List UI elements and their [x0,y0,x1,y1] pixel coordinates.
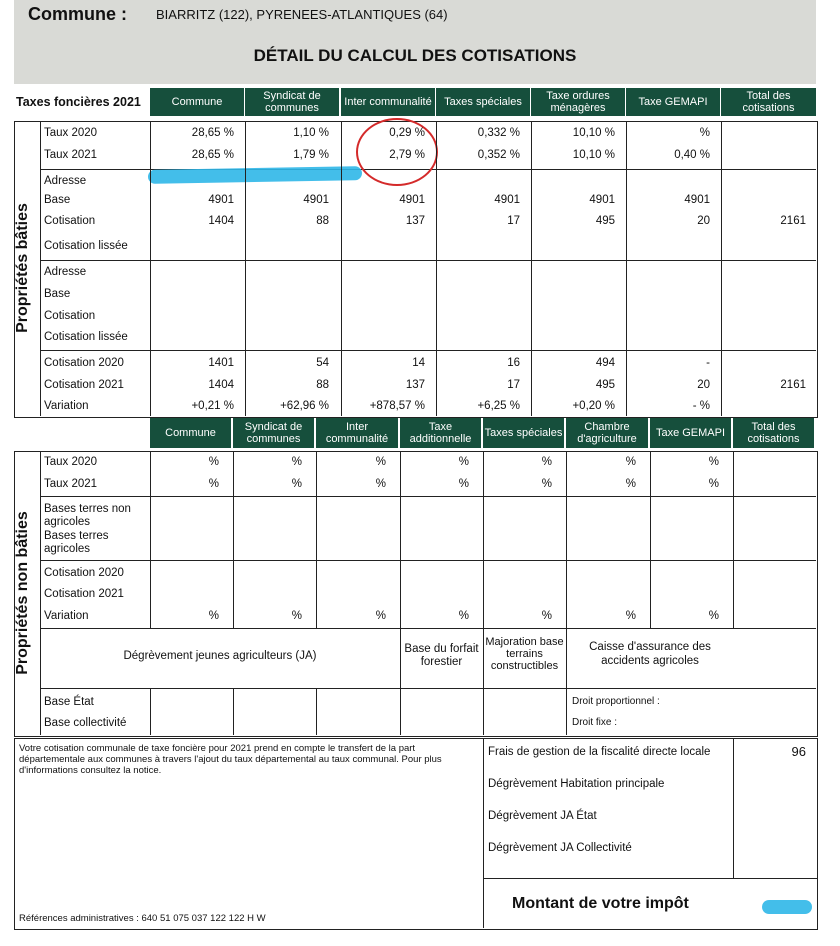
pct-cell: % [458,610,469,622]
base-cell: 4901 [494,194,520,206]
pct-cell: % [708,478,719,490]
base-cell: 4901 [589,194,615,206]
pct-cell: % [208,610,219,622]
cotisation-2021-cell: 137 [405,379,425,391]
bati-header-total: Total des cotisations [721,88,816,116]
pct-cell: % [375,478,386,490]
bati-header-taxe-ordures: Taxe ordures ménagères [531,88,625,116]
nb-header-taxe-additionnelle: Taxe additionnelle [400,418,481,448]
montant-label: Montant de votre impôt [512,895,689,912]
cotisation-2021-cell: 20 [697,379,710,391]
pct-cell: % [708,456,719,468]
cotisation-cell: 88 [316,215,329,227]
taux-2020-cell: 10,10 % [572,127,615,139]
cotisation-2020-cell: 1401 [208,357,234,369]
non-bati-grid [14,451,818,737]
bases-agricoles-label: Bases terres agricoles [44,530,109,555]
adresse-label: Adresse [44,175,87,187]
variation-cell: +0,20 % [572,400,615,412]
side-label-bati: Propriétés bâties [14,203,31,333]
majoration-label: Majoration base terrains constructibles [485,636,564,672]
bases-non-agricoles-label: Bases terres non agricoles [44,503,131,528]
taux-2020-cell: 0,332 % [477,127,520,139]
pct-cell: % [291,478,302,490]
deg-ja-etat-label: Dégrèvement JA État [488,810,597,822]
cotisation-2021-cell: 2161 [780,379,806,391]
section-title: Taxes foncières 2021 [16,95,141,109]
taux-2021-label: Taux 2021 [44,149,98,161]
nb-header-gemapi: Taxe GEMAPI [650,418,731,448]
pct-cell: % [541,478,552,490]
taux-2021-cell: 0,352 % [477,149,520,161]
pct-cell: % [375,456,386,468]
header-banner [14,0,816,84]
base-label-2: Base [44,288,71,300]
cotisation-cell: 137 [405,215,425,227]
cotisation-2020-cell: - [706,357,710,369]
droit-fixe-label: Droit fixe : [572,717,618,728]
pct-cell: % [625,456,636,468]
cotisation-2021-cell: 88 [316,379,329,391]
base-cell: 4901 [399,194,425,206]
nb-header-syndicat: Syndicat de communes [233,418,314,448]
bati-header-taxes-speciales: Taxes spéciales [436,88,530,116]
base-cell: 4901 [208,194,234,206]
variation-cell: +878,57 % [369,400,425,412]
taux-2021-cell: 2,79 % [389,149,425,161]
pct-cell: % [625,610,636,622]
base-collectivite-label: Base collectivité [44,717,127,729]
montant-redaction [762,900,812,914]
cotisation-2020-label: Cotisation 2020 [44,357,124,369]
variation-cell: +0,21 % [191,400,234,412]
cotisation-lissee-label: Cotisation lissée [44,240,128,252]
bati-header-intercommunalite: Inter communalité [341,88,435,116]
adresse-label-2: Adresse [44,266,87,278]
bati-header-gemapi: Taxe GEMAPI [626,88,720,116]
droit-proportionnel-label: Droit proportionnel : [572,696,660,707]
variation-label: Variation [44,400,89,412]
deg-habitation-label: Dégrèvement Habitation principale [488,778,665,790]
cotisation-2021-cell: 1404 [208,379,234,391]
nb-taux-2021-label: Taux 2021 [44,478,98,490]
cotisation-cell: 2161 [780,215,806,227]
base-etat-label: Base État [44,696,94,708]
taux-2020-cell: 0,29 % [389,127,425,139]
caisse-label: Caisse d'assurance des accidents agricoles [589,641,711,667]
forfait-label: Base du forfait forestier [404,643,479,668]
taux-2020-cell: 1,10 % [293,127,329,139]
pct-cell: % [541,610,552,622]
nb-header-commune: Commune [150,418,231,448]
pct-cell: % [375,610,386,622]
cotisation-cell: 495 [595,215,615,227]
cotisation-2021-cell: 495 [595,379,615,391]
taux-2020-label: Taux 2020 [44,127,98,139]
pct-cell: % [291,456,302,468]
pct-cell: % [291,610,302,622]
cotisation-label-2: Cotisation [44,310,96,322]
cotisation-cell: 17 [507,215,520,227]
cotisation-cell: 20 [697,215,710,227]
cotisation-2020-cell: 14 [412,357,425,369]
cotisation-lissee-label-2: Cotisation lissée [44,331,128,343]
variation-cell: +6,25 % [477,400,520,412]
nb-header-taxes-speciales: Taxes spéciales [483,418,564,448]
cotisation-label: Cotisation [44,215,96,227]
taux-2020-cell: 28,65 % [191,127,234,139]
cotisation-2020-cell: 16 [507,357,520,369]
nb-header-chambre-agriculture: Chambre d'agriculture [566,418,648,448]
commune-value: BIARRITZ (122), PYRENEES-ATLANTIQUES (64) [156,7,448,22]
frais-value: 96 [791,744,806,759]
taux-2021-cell: 10,10 % [572,149,615,161]
deg-ja-collectivite-label: Dégrèvement JA Collectivité [488,842,632,854]
frais-label: Frais de gestion de la fiscalité directe locale [488,746,711,758]
page-title: DÉTAIL DU CALCUL DES COTISATIONS [253,46,577,65]
cotisation-2020-cell: 494 [595,357,615,369]
taux-2021-cell: 1,79 % [293,149,329,161]
cotisation-2021-cell: 17 [507,379,520,391]
pct-cell: % [541,456,552,468]
base-cell: 4901 [684,194,710,206]
pct-cell: % [208,478,219,490]
pct-cell: % [458,456,469,468]
references-text: Références administratives : 640 51 075 037 122 122 H W [19,913,266,924]
nb-header-total: Total des cotisations [733,418,814,448]
bati-header-commune: Commune [150,88,244,116]
taux-2020-cell: % [699,127,710,139]
nb-header-intercommunalite: Inter communalité [316,418,398,448]
nb-cotisation-2020-label: Cotisation 2020 [44,567,124,579]
cotisation-2020-cell: 54 [316,357,329,369]
pct-cell: % [458,478,469,490]
pct-cell: % [208,456,219,468]
cotisation-cell: 1404 [208,215,234,227]
taux-2021-cell: 28,65 % [191,149,234,161]
nb-variation-label: Variation [44,610,89,622]
side-label-non-bati: Propriétés non bâties [14,511,31,675]
notice-text: Votre cotisation communale de taxe foncière pour 2021 prend en compte le transfert de la part départementale aux communes à travers l'ajout du taux départemental au taux communal. Pour plus d'informations consultez la notice. [19,743,442,776]
bati-header-syndicat: Syndicat de communes [245,88,339,116]
base-cell: 4901 [303,194,329,206]
variation-cell: +62,96 % [280,400,329,412]
taux-2021-cell: 0,40 % [674,149,710,161]
variation-cell: - % [692,400,710,412]
commune-label: Commune : [28,4,127,24]
cotisation-2021-label: Cotisation 2021 [44,379,124,391]
ja-label: Dégrèvement jeunes agriculteurs (JA) [123,650,317,662]
nb-taux-2020-label: Taux 2020 [44,456,98,468]
nb-cotisation-2021-label: Cotisation 2021 [44,588,124,600]
pct-cell: % [708,610,719,622]
pct-cell: % [625,478,636,490]
base-label: Base [44,194,71,206]
